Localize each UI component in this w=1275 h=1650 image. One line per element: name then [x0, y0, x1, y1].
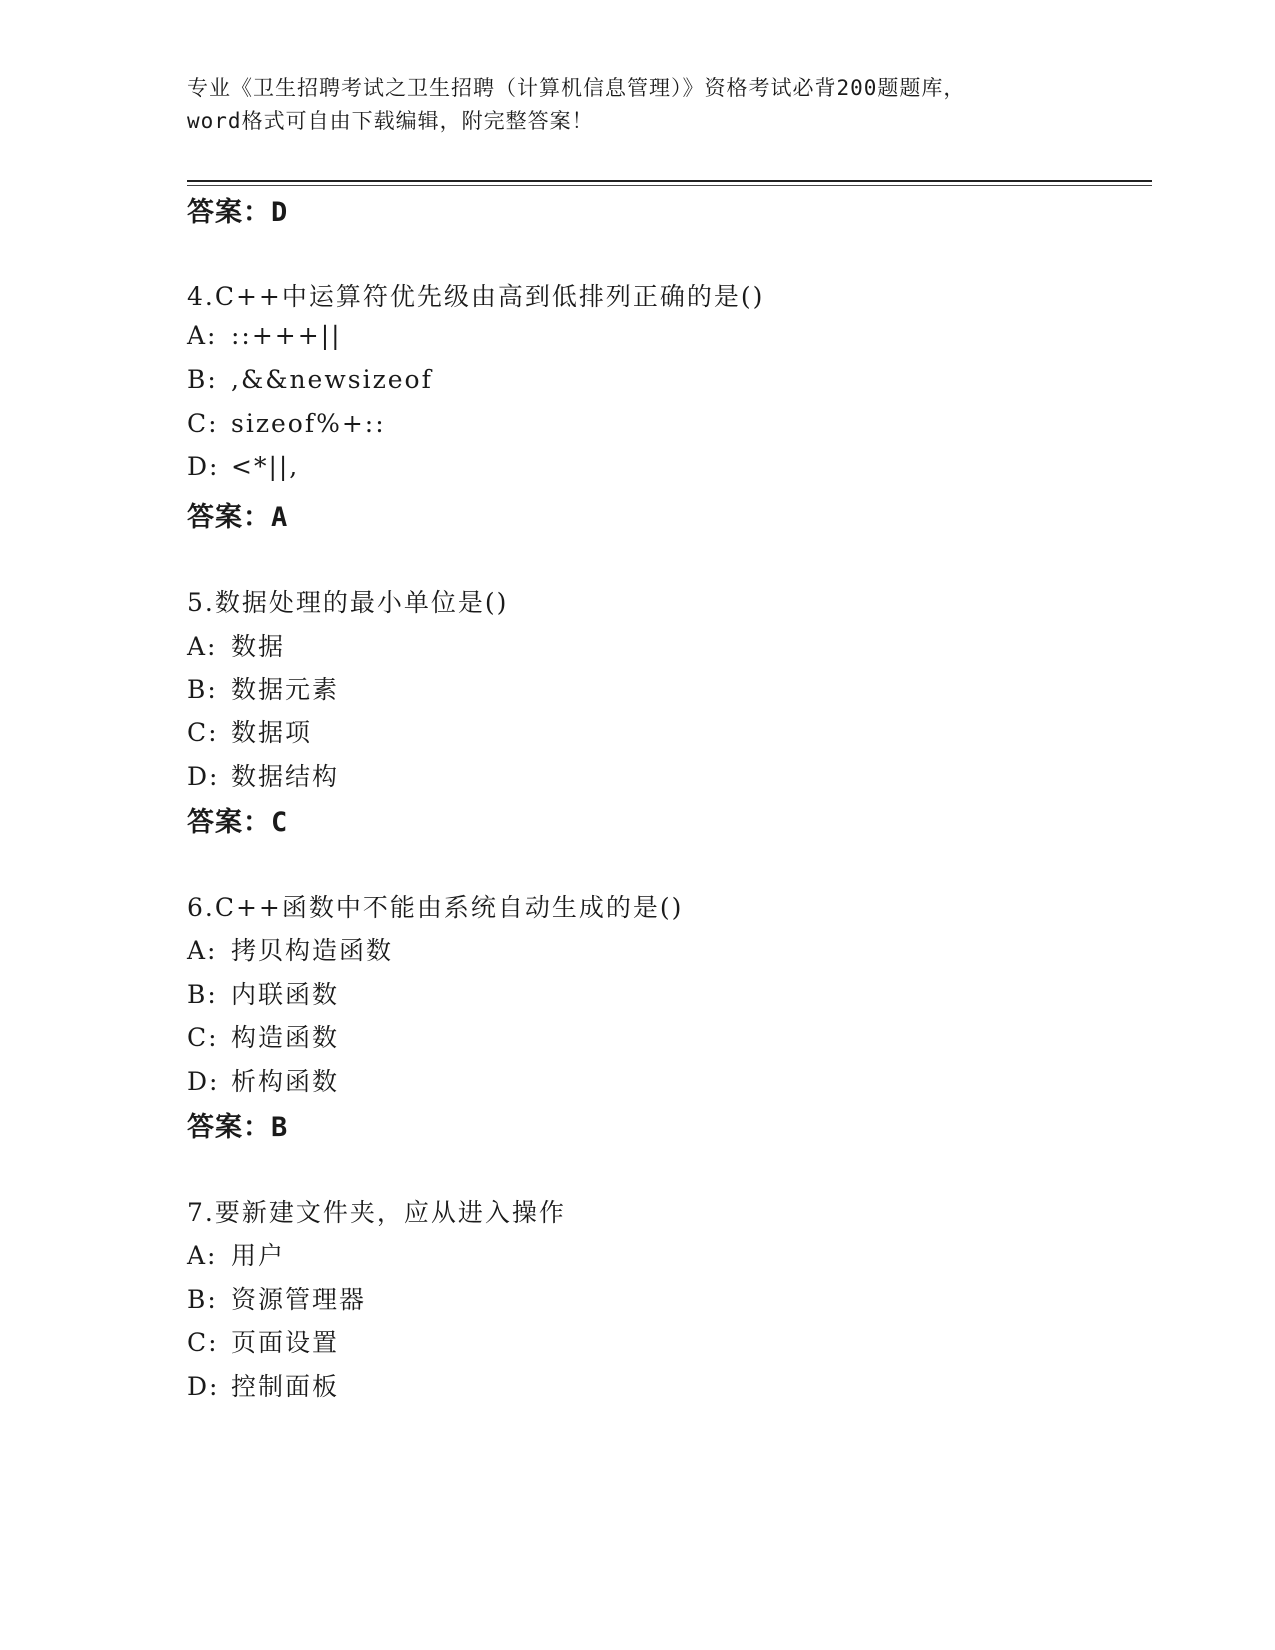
option-text: 析构函数: [231, 1067, 340, 1096]
option-text: ,&&newsizeof: [231, 365, 433, 394]
option-text: 用户: [231, 1241, 286, 1270]
question-title-5: 5.数据处理的最小单位是(): [187, 588, 509, 617]
option-label: A:: [187, 632, 218, 661]
option-text: 页面设置: [231, 1328, 340, 1357]
option-text: 控制面板: [231, 1372, 340, 1401]
answer-line-6: 答案：B: [187, 1112, 289, 1143]
option-4-a: [187, 321, 342, 350]
option-text: 数据元素: [231, 675, 340, 704]
option-text: ::+++||: [231, 321, 342, 350]
answer-line-5: 答案：C: [187, 807, 289, 838]
option-label: D:: [187, 1067, 220, 1096]
option-label: B:: [187, 675, 218, 704]
option-6-d: [187, 1062, 339, 1098]
option-label: D:: [187, 1372, 220, 1401]
option-label: C:: [187, 718, 219, 747]
option-text: 拷贝构造函数: [231, 936, 394, 965]
header-line-2: word格式可自由下载编辑，附完整答案！: [187, 109, 594, 133]
option-label: A:: [187, 321, 218, 350]
option-text: sizeof%+::: [231, 409, 386, 438]
option-6-a: [187, 931, 393, 967]
option-label: C:: [187, 409, 219, 438]
option-label: A:: [187, 1241, 218, 1270]
option-7-c: [187, 1323, 339, 1359]
option-7-d: [187, 1367, 339, 1403]
option-4-b: [187, 365, 433, 394]
option-text: 资源管理器: [231, 1285, 367, 1314]
option-text: <*||,: [231, 452, 300, 481]
option-5-d: [187, 757, 339, 793]
option-label: A:: [187, 936, 218, 965]
option-text: 数据: [231, 632, 286, 661]
header-line-1: 专业《卫生招聘考试之卫生招聘（计算机信息管理）》资格考试必背200题题库，: [187, 76, 966, 100]
option-4-c: [187, 409, 386, 438]
option-label: B:: [187, 980, 218, 1009]
option-text: 内联函数: [231, 980, 340, 1009]
option-6-b: [187, 975, 339, 1011]
option-text: 数据结构: [231, 762, 340, 791]
answer-line-3: 答案：D: [187, 197, 289, 228]
document-header: [187, 72, 1087, 138]
question-title-7: 7.要新建文件夹，应从进入操作: [187, 1198, 566, 1227]
option-text: 构造函数: [231, 1023, 340, 1052]
option-label: C:: [187, 1328, 219, 1357]
option-text: 数据项: [231, 718, 313, 747]
question-title-6: 6.C++函数中不能由系统自动生成的是(): [187, 893, 684, 922]
option-7-b: [187, 1280, 366, 1316]
option-label: C:: [187, 1023, 219, 1052]
answer-line-4: 答案：A: [187, 502, 289, 533]
option-5-a: [187, 627, 285, 663]
option-6-c: [187, 1018, 339, 1054]
option-4-d: [187, 452, 299, 481]
option-5-c: [187, 713, 312, 749]
header-divider-thick: [187, 180, 1152, 182]
option-label: B:: [187, 1285, 218, 1314]
option-label: D:: [187, 452, 220, 481]
option-7-a: [187, 1236, 285, 1272]
option-5-b: [187, 670, 339, 706]
question-title-4: 4.C++中运算符优先级由高到低排列正确的是(): [187, 282, 765, 311]
header-divider-thin: [187, 185, 1152, 186]
option-label: B:: [187, 365, 218, 394]
option-label: D:: [187, 762, 220, 791]
